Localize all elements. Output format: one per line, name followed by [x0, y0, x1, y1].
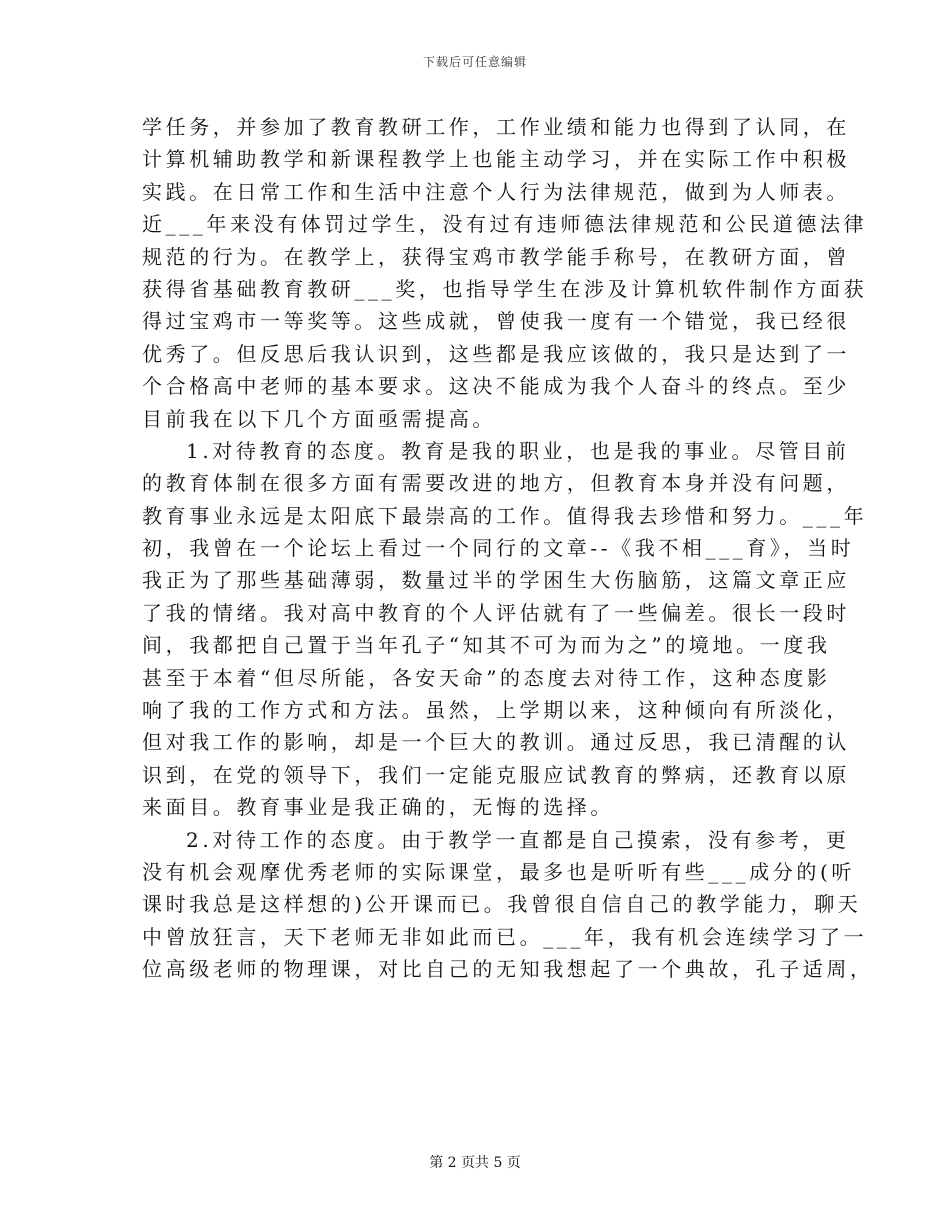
text-line: 学任务，并参加了教育教研工作，工作业绩和能力也得到了认同，在 — [142, 115, 850, 139]
text-line: 规范的行为。在教学上，获得宝鸡市教学能手称号，在教研方面，曾 — [142, 244, 850, 269]
text-line: 中曾放狂言，天下老师无非如此而已。___年，我有机会连续学习了一 — [142, 924, 868, 949]
text-line: 获得省基础教育教研___奖，也指导学生在涉及计算机软件制作方面获 — [142, 276, 868, 301]
text-line: 没有机会观摩优秀老师的实际课堂，最多也是听听有些___成分的(听 — [142, 859, 856, 884]
text-line: 甚至于本着“但尽所能，各安天命”的态度去对待工作，这种态度影 — [142, 665, 831, 690]
text-line: 2.对待工作的态度。由于教学一直都是自己摸索，没有参考，更 — [186, 827, 850, 852]
text-line: 实践。在日常工作和生活中注意个人行为法律规范，做到为人师表。 — [142, 179, 850, 204]
text-line: 教育事业永远是太阳底下最崇高的工作。值得我去珍惜和努力。___年 — [142, 503, 868, 528]
text-line: 1.对待教育的态度。教育是我的职业，也是我的事业。尽管目前 — [186, 438, 850, 463]
text-line: 了我的情绪。我对高中教育的个人评估就有了一些偏差。很长一段时 — [142, 600, 850, 625]
text-line: 间，我都把自己置于当年孔子“知其不可为而为之”的境地。一度我 — [142, 633, 831, 658]
text-line: 我正为了那些基础薄弱，数量过半的学困生大伤脑筋，这篇文章正应 — [142, 568, 850, 593]
text-line: 计算机辅助教学和新课程教学上也能主动学习，并在实际工作中积极 — [142, 147, 850, 172]
body-text — [142, 111, 874, 986]
text-line: 识到，在党的领导下，我们一定能克服应试教育的弊病，还教育以原 — [142, 762, 850, 787]
text-line: 个合格高中老师的基本要求。这决不能成为我个人奋斗的终点。至少 — [142, 374, 850, 399]
page-number: 第 2 页共 5 页 — [429, 1155, 521, 1171]
text-line: 来面目。教育事业是我正确的，无悔的选择。 — [142, 795, 614, 820]
text-line: 课时我总是这样想的)公开课而已。我曾很自信自己的教学能力，聊天 — [142, 892, 862, 917]
text-line: 的教育体制在很多方面有需要改进的地方，但教育本身并没有问题， — [142, 471, 850, 496]
text-line: 位高级老师的物理课，对比自己的无知我想起了一个典故，孔子适周， — [142, 957, 874, 982]
page-header: 下载后可任意编辑 — [422, 55, 527, 69]
text-line: 响了我的工作方式和方法。虽然，上学期以来，这种倾向有所淡化， — [142, 698, 850, 723]
text-line: 但对我工作的影响，却是一个巨大的教训。通过反思，我已清醒的认 — [142, 730, 850, 755]
text-line: 得过宝鸡市一等奖等。这些成就，曾使我一度有一个错觉，我已经很 — [142, 309, 850, 334]
text-line: 优秀了。但反思后我认识到，这些都是我应该做的，我只是达到了一 — [142, 341, 850, 366]
text-line: 目前我在以下几个方面亟需提高。 — [142, 406, 496, 431]
text-line: 初，我曾在一个论坛上看过一个同行的文章--《我不相___育》，当时 — [142, 536, 855, 561]
text-line: 近___年来没有体罚过学生，没有过有违师德法律规范和公民道德法律 — [142, 212, 868, 237]
